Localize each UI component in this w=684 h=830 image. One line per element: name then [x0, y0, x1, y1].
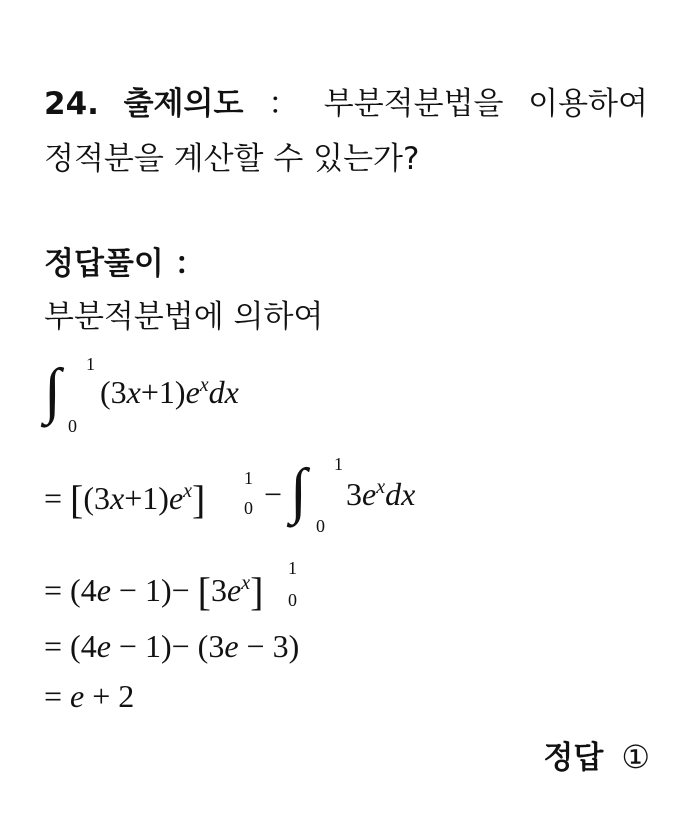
final-answer-value: ① — [621, 738, 650, 776]
integral-upper-limit: 1 — [86, 354, 95, 374]
integral-lower-limit: 0 — [316, 516, 325, 536]
intent-colon: ： — [268, 86, 300, 122]
bracket-lower-limit: 0 — [288, 590, 297, 610]
solution-method: 부분적분법에 의하여 — [44, 299, 324, 335]
math-step-1 — [44, 354, 239, 436]
integrand: $(3x+1)e^xdx$ — [100, 374, 239, 410]
integrand-2: $3e^xdx$ — [346, 476, 416, 512]
bracket-upper-limit: 1 — [244, 468, 253, 488]
solution-title: 정답풀이 ： — [44, 246, 206, 282]
math-step-3 — [44, 558, 364, 618]
final-answer — [543, 732, 650, 777]
math-step-5: = e + 2 — [44, 678, 135, 714]
intent-word-2: 이용하여 — [528, 86, 648, 122]
step-2-lhs: = $[(3x+1)e^x]$ — [44, 477, 206, 522]
integral-lower-limit: 0 — [68, 416, 77, 436]
math-step-2 — [44, 454, 464, 538]
question-number: 24. — [44, 86, 99, 122]
question-intent-line-2: 정적분을 계산할 수 있는가? — [44, 141, 420, 177]
question-intent-line — [44, 84, 648, 124]
final-answer-label: 정답 — [543, 740, 604, 776]
math-step-4: = (4e − 1)− (3e − 3) — [44, 628, 300, 664]
integral-upper-limit: 1 — [334, 454, 343, 474]
intent-label: 출제의도 — [123, 86, 244, 122]
minus-sign: − — [264, 476, 283, 512]
step-3-expr: = $(4e - 1)- [3e^x]$ — [44, 569, 264, 614]
bracket-upper-limit: 1 — [288, 558, 297, 578]
integral-sign: ∫ — [290, 457, 307, 525]
bracket-lower-limit: 0 — [244, 498, 253, 518]
intent-word-1: 부분적분법을 — [323, 86, 504, 122]
integral-sign: ∫ — [44, 357, 61, 425]
